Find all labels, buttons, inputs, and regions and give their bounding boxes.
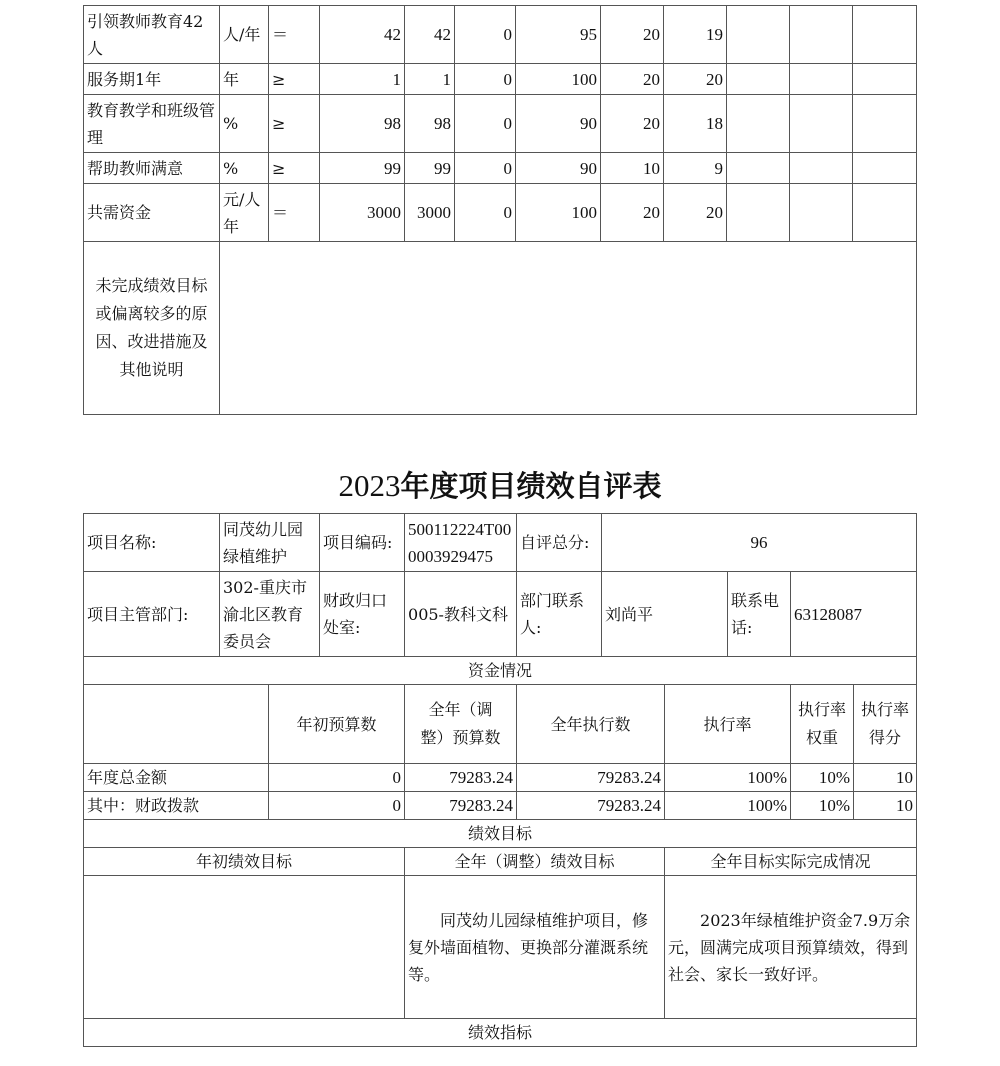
funds-row <box>84 764 917 792</box>
funds-header-initial: 年初预算数 <box>269 685 405 764</box>
score-value: 96 <box>602 514 917 572</box>
indicator-empty-cell <box>853 95 917 153</box>
indicator-target: 3000 <box>320 184 405 242</box>
contact-value: 刘尚平 <box>602 572 728 657</box>
indicator-score: 18 <box>664 95 727 153</box>
indicator-weight: 20 <box>601 6 664 64</box>
project-code-label: 项目编码: <box>320 514 405 572</box>
goals-initial-text <box>84 876 405 1019</box>
indicator-rate: 95 <box>516 6 601 64</box>
indicator-actual: 99 <box>405 153 455 184</box>
funds-row-rate: 100% <box>665 764 791 792</box>
funds-header-score: 执行率得分 <box>854 685 917 764</box>
indicator-score: 19 <box>664 6 727 64</box>
indicator-operator: ≥ <box>269 153 320 184</box>
indicator-operator: ＝ <box>269 6 320 64</box>
goals-section-label: 绩效目标 <box>84 820 917 848</box>
unfinished-label: 未完成绩效目标或偏离较多的原因、改进措施及其他说明 <box>84 242 220 415</box>
indicators-section-label: 绩效指标 <box>84 1019 917 1047</box>
funds-row-initial: 0 <box>269 764 405 792</box>
funds-row-adjusted: 79283.24 <box>405 792 517 820</box>
project-name-label: 项目名称: <box>84 514 220 572</box>
unfinished-row <box>84 242 917 415</box>
indicator-empty-cell <box>727 184 790 242</box>
project-name-value: 同茂幼儿园绿植维护 <box>220 514 320 572</box>
goals-actual-header: 全年目标实际完成情况 <box>665 848 917 876</box>
funds-row-initial: 0 <box>269 792 405 820</box>
funds-row-executed: 79283.24 <box>517 764 665 792</box>
funds-header-adjusted: 全年（调整）预算数 <box>405 685 517 764</box>
indicator-actual: 3000 <box>405 184 455 242</box>
indicator-name: 服务期1年 <box>84 64 220 95</box>
indicator-empty-cell <box>853 153 917 184</box>
indicator-score: 20 <box>664 64 727 95</box>
funds-row-weight: 10% <box>791 764 854 792</box>
funds-row-label: 其中：财政拨款 <box>84 792 269 820</box>
goals-section-row <box>84 820 917 848</box>
funds-row-executed: 79283.24 <box>517 792 665 820</box>
indicator-deviation: 0 <box>455 64 516 95</box>
indicator-operator: ＝ <box>269 184 320 242</box>
indicator-empty-cell <box>727 6 790 64</box>
office-value: 005-教科文科 <box>405 572 517 657</box>
funds-row-score: 10 <box>854 764 917 792</box>
indicator-name: 引领教师教育42人 <box>84 6 220 64</box>
indicator-weight: 20 <box>601 184 664 242</box>
dept-value: 302-重庆市渝北区教育委员会 <box>220 572 320 657</box>
goals-initial-header: 年初绩效目标 <box>84 848 405 876</box>
indicator-empty-cell <box>727 64 790 95</box>
project-code-value: 500112224T000003929475 <box>405 514 517 572</box>
goals-adjusted-header: 全年（调整）绩效目标 <box>405 848 665 876</box>
office-label: 财政归口处室: <box>320 572 405 657</box>
indicator-rate: 100 <box>516 64 601 95</box>
funds-row-rate: 100% <box>665 792 791 820</box>
unfinished-text <box>220 242 917 415</box>
indicator-row <box>84 6 917 64</box>
funds-header-executed: 全年执行数 <box>517 685 665 764</box>
page-title: 2023年度项目绩效自评表 <box>338 468 662 503</box>
funds-row-adjusted: 79283.24 <box>405 764 517 792</box>
indicator-unit: % <box>220 153 269 184</box>
dept-label: 项目主管部门: <box>84 572 220 657</box>
indicator-deviation: 0 <box>455 184 516 242</box>
goals-actual-text: 2023年绿植维护资金7.9万余元，圆满完成项目预算绩效，得到社会、家长一致好评。 <box>665 876 917 1019</box>
indicator-deviation: 0 <box>455 6 516 64</box>
indicator-row <box>84 95 917 153</box>
indicator-target: 42 <box>320 6 405 64</box>
indicator-empty-cell <box>790 6 853 64</box>
indicator-row <box>84 64 917 95</box>
indicators-section-row <box>84 1019 917 1047</box>
indicator-empty-cell <box>853 64 917 95</box>
indicator-target: 99 <box>320 153 405 184</box>
funds-row <box>84 792 917 820</box>
indicator-unit: 元/人年 <box>220 184 269 242</box>
score-label: 自评总分: <box>517 514 602 572</box>
indicator-actual: 98 <box>405 95 455 153</box>
indicator-empty-cell <box>727 95 790 153</box>
indicator-rate: 90 <box>516 153 601 184</box>
project-row-2 <box>84 572 917 657</box>
funds-section-row <box>84 657 917 685</box>
funds-row-label: 年度总金额 <box>84 764 269 792</box>
indicator-empty-cell <box>853 6 917 64</box>
indicator-weight: 20 <box>601 64 664 95</box>
goals-adjusted-text: 同茂幼儿园绿植维护项目，修复外墙面植物、更换部分灌溉系统等。 <box>405 876 665 1019</box>
indicator-deviation: 0 <box>455 153 516 184</box>
indicator-target: 98 <box>320 95 405 153</box>
indicator-name: 教育教学和班级管理 <box>84 95 220 153</box>
indicator-empty-cell <box>853 184 917 242</box>
indicator-weight: 20 <box>601 95 664 153</box>
indicator-operator: ≥ <box>269 95 320 153</box>
indicator-empty-cell <box>790 64 853 95</box>
funds-header-row <box>84 685 917 764</box>
goals-content-row <box>84 876 917 1019</box>
phone-value: 63128087 <box>791 572 917 657</box>
project-row-1 <box>84 514 917 572</box>
funds-header-rate: 执行率 <box>665 685 791 764</box>
indicator-name: 共需资金 <box>84 184 220 242</box>
indicator-unit: 年 <box>220 64 269 95</box>
goals-header-row <box>84 848 917 876</box>
indicator-table <box>83 5 917 415</box>
indicator-actual: 1 <box>405 64 455 95</box>
indicator-empty-cell <box>790 184 853 242</box>
funds-section-label: 资金情况 <box>84 657 917 685</box>
indicator-deviation: 0 <box>455 95 516 153</box>
indicator-unit: 人/年 <box>220 6 269 64</box>
indicator-empty-cell <box>727 153 790 184</box>
evaluation-table <box>83 513 917 1047</box>
indicator-actual: 42 <box>405 6 455 64</box>
indicator-weight: 10 <box>601 153 664 184</box>
contact-label: 部门联系人: <box>517 572 602 657</box>
indicator-row <box>84 153 917 184</box>
funds-header-weight: 执行率权重 <box>791 685 854 764</box>
funds-row-weight: 10% <box>791 792 854 820</box>
indicator-rate: 100 <box>516 184 601 242</box>
indicator-rate: 90 <box>516 95 601 153</box>
indicator-name: 帮助教师满意 <box>84 153 220 184</box>
funds-header-blank <box>84 685 269 764</box>
funds-row-score: 10 <box>854 792 917 820</box>
indicator-empty-cell <box>790 153 853 184</box>
phone-label: 联系电话: <box>728 572 791 657</box>
indicator-empty-cell <box>790 95 853 153</box>
indicator-score: 20 <box>664 184 727 242</box>
indicator-target: 1 <box>320 64 405 95</box>
indicator-row <box>84 184 917 242</box>
indicator-unit: % <box>220 95 269 153</box>
indicator-score: 9 <box>664 153 727 184</box>
indicator-operator: ≥ <box>269 64 320 95</box>
